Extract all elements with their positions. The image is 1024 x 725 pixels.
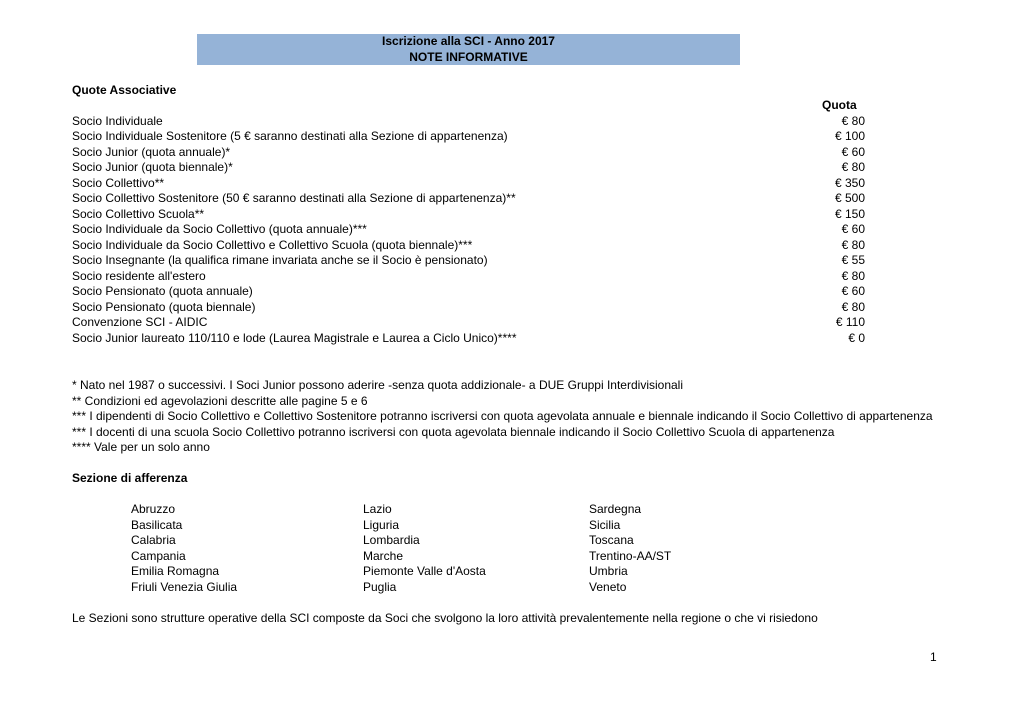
fee-name: Socio Insegnante (la qualifica rimane invariata anche se il Socio è pensionato) [72, 253, 488, 267]
fee-name: Socio Collettivo Scuola** [72, 206, 205, 221]
fee-row [72, 238, 865, 254]
region-name: Liguria [363, 517, 400, 532]
fee-amount: € 0 [848, 330, 865, 345]
region-name: Lazio [363, 502, 392, 516]
footnote: *** I dipendenti di Socio Collettivo e Collettivo Sostenitore potranno iscriversi con quota agevolata annuale e biennale indicando il Socio Collettivo di appartenenza [72, 409, 933, 423]
sections-title: Sezione di afferenza [72, 471, 188, 485]
region-name: Basilicata [131, 517, 183, 532]
fee-name: Socio residente all'estero [72, 268, 206, 283]
fee-row [72, 269, 865, 285]
fee-row [72, 191, 865, 207]
fee-amount: € 80 [841, 268, 865, 283]
fee-amount: € 60 [841, 144, 865, 159]
sections-description: Le Sezioni sono strutture operative della SCI composte da Soci che svolgono la loro attività prevalentemente nella regione o che vi risiedono [72, 611, 818, 625]
fees-section-title: Quote Associative [72, 83, 177, 97]
region-name: Friuli Venezia Giulia [131, 579, 238, 594]
fee-name: Socio Junior (quota annuale)* [72, 144, 231, 159]
footnote: *** I docenti di una scuola Socio Collettivo potranno iscriversi con quota agevolata biennale indicando il Socio Collettivo Scuola di appartenenza [72, 424, 835, 439]
fee-name: Socio Collettivo** [72, 175, 165, 190]
fee-row [72, 222, 865, 238]
fee-row [72, 160, 865, 176]
region-name: Veneto [589, 579, 627, 594]
region-name: Toscana [589, 533, 634, 547]
fee-row [72, 176, 865, 192]
footnote: ** Condizioni ed agevolazioni descritte alle pagine 5 e 6 [72, 393, 368, 408]
region-name: Piemonte Valle d'Aosta [363, 564, 486, 578]
fee-amount: € 150 [834, 206, 865, 221]
fee-name: Socio Individuale Sostenitore (5 € saranno destinati alla Sezione di appartenenza) [72, 129, 508, 143]
region-name: Abruzzo [131, 502, 176, 516]
region-name: Puglia [363, 579, 397, 594]
region-name: Lombardia [363, 533, 420, 547]
fee-row [72, 284, 865, 300]
fee-amount: € 80 [841, 299, 865, 314]
fee-amount: € 60 [841, 284, 865, 298]
fee-name: Socio Pensionato (quota biennale) [72, 299, 256, 314]
fee-amount: € 350 [834, 175, 865, 190]
fee-row [72, 300, 865, 316]
footnote: * Nato nel 1987 o successivi. I Soci Junior possono aderire -senza quota addizionale- a DUE Gruppi Interdivisionali [72, 378, 683, 392]
fee-amount: € 80 [841, 160, 865, 174]
region-name: Sardegna [589, 502, 642, 516]
region-name: Campania [131, 548, 186, 563]
fee-amount: € 80 [841, 113, 865, 128]
fee-name: Socio Pensionato (quota annuale) [72, 284, 253, 298]
fee-name: Socio Individuale da Socio Collettivo (quota annuale)*** [72, 222, 367, 236]
fee-row [72, 207, 865, 223]
fee-name: Socio Collettivo Sostenitore (50 € saranno destinati alla Sezione di appartenenza)** [72, 191, 516, 205]
footnote: **** Vale per un solo anno [72, 440, 210, 454]
fee-row [72, 315, 865, 331]
fee-amount: € 500 [834, 191, 865, 205]
fee-amount: € 80 [841, 237, 865, 252]
region-name: Emilia Romagna [131, 564, 220, 578]
fee-name: Socio Junior laureato 110/110 e lode (Laurea Magistrale e Laurea a Ciclo Unico)**** [72, 330, 517, 345]
fee-amount: € 60 [841, 222, 865, 236]
region-name: Marche [363, 548, 404, 563]
document-title: Iscrizione alla SCI - Anno 2017 [382, 34, 555, 48]
region-name: Calabria [131, 533, 176, 547]
quota-column-header: Quota [822, 98, 857, 112]
region-name: Trentino-AA/ST [589, 548, 672, 563]
page-number: 1 [930, 650, 937, 664]
fee-row [72, 331, 865, 347]
header-banner [197, 34, 740, 65]
document-subtitle: NOTE INFORMATIVE [409, 49, 528, 64]
fee-name: Convenzione SCI - AIDIC [72, 315, 208, 329]
fee-amount: € 100 [834, 129, 865, 143]
fee-row [72, 253, 865, 269]
fee-amount: € 110 [835, 315, 865, 329]
fee-name: Socio Junior (quota biennale)* [72, 160, 233, 174]
fee-amount: € 55 [841, 253, 865, 267]
fee-name: Socio Individuale [72, 113, 163, 128]
fee-name: Socio Individuale da Socio Collettivo e Collettivo Scuola (quota biennale)*** [72, 237, 473, 252]
region-name: Umbria [589, 564, 628, 578]
region-name: Sicilia [589, 517, 621, 532]
fee-row [72, 114, 865, 130]
fee-row [72, 129, 865, 145]
fee-row [72, 145, 865, 161]
